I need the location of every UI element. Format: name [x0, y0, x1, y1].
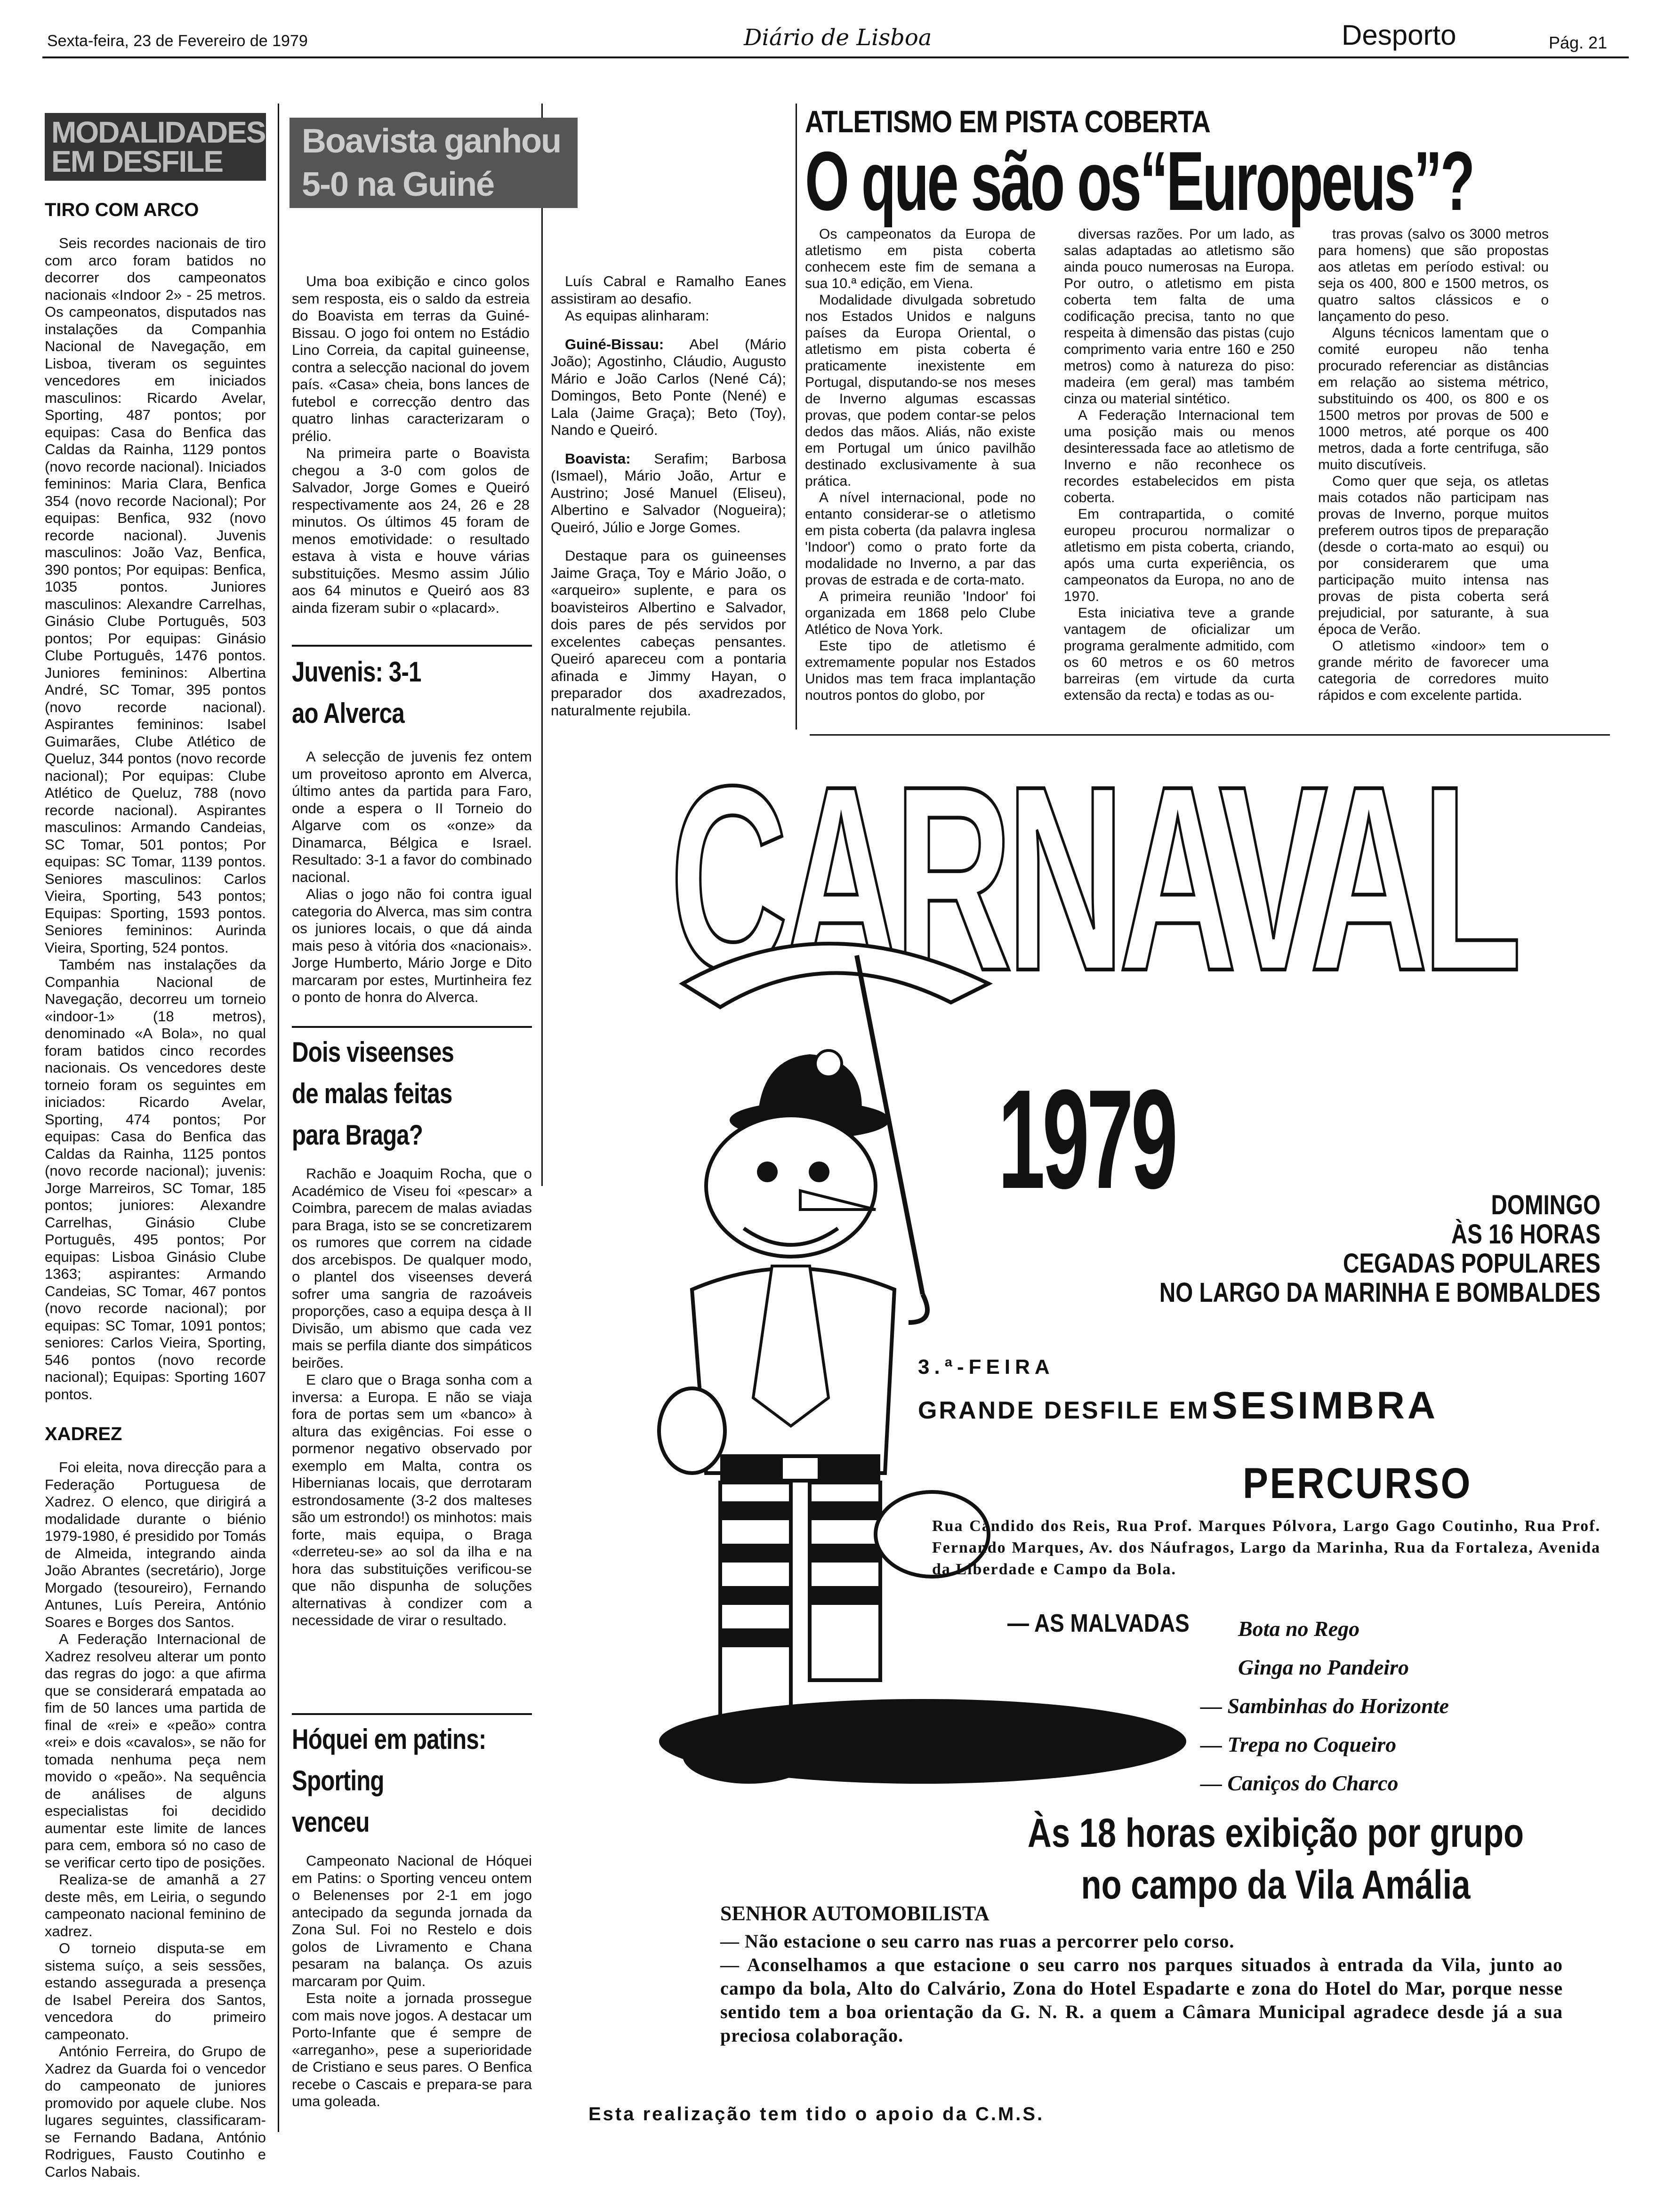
group-item: Ginga no Pandeiro — [1238, 1655, 1409, 1679]
team-label: Boavista: — [565, 450, 631, 467]
cegadas-line: CEGADAS POPULARES — [1343, 1248, 1601, 1279]
group-item: — Sambinhas do Horizonte — [1200, 1694, 1449, 1718]
paragraph: A nível internacional, pode no entanto considerar-se o atletismo em pista coberta (da palavra inglesa 'Indoor') como o prato forte da modalidade no Inverno, a par das provas de estrada e de corta-mato. — [805, 490, 1036, 588]
section-divider — [810, 734, 1610, 736]
belt-buckle — [781, 1457, 819, 1480]
clown-shoe-icon — [683, 1727, 814, 1784]
divider — [292, 645, 532, 647]
paragraph: A primeira reunião 'Indoor' foi organizada em 1868 pelo Clube Atlético de Nova York. — [805, 589, 1036, 637]
xadrez-heading: XADREZ — [45, 1424, 122, 1444]
viseenses-body — [292, 1165, 532, 1629]
group-item: Bota no Rego — [1238, 1617, 1360, 1641]
aviso-line: — Não estacione o seu carro nas ruas a percorrer pelo corso. — [720, 1931, 1235, 1952]
carnaval-lettering-art: CARNAVAL — [670, 739, 1516, 1026]
paragraph: A Federação Internacional tem uma posição mais ou menos desinteressada face ao atletismo de Inverno e não reconhece os recordes estabelecidos em pista coberta. — [1064, 408, 1295, 505]
newspaper-name: Diário de Lisboa — [744, 24, 932, 51]
rattle-icon — [659, 1388, 725, 1473]
page-header — [42, 14, 1629, 58]
paragraph: Este tipo de atletismo é extremamente popular nos Estados Unidos mas tem fraca implantação noutros pontos do globo, por — [805, 638, 1036, 703]
stripe — [810, 1544, 880, 1563]
horas-line: ÀS 16 HORAS — [1451, 1219, 1601, 1250]
paragraph: tras provas (salvo os 3000 metros para homens) que são propostas aos atletas em período estival: ou seja os 400, 800 e 1500 metros, os quatro saltos clássicos e o lançamento do peso. — [1318, 226, 1549, 324]
stripe — [810, 1586, 880, 1605]
carnaval-advert — [565, 739, 1615, 2132]
boavista-col-b — [551, 273, 786, 719]
paragraph: diversas razões. Por um lado, as salas adaptadas ao atletismo são ainda pouco numerosas na Europa. Por outro, o atletismo em pista coberta tem falta de uma codificação precisa, tanto no que respeita à dimensão das pistas (cujo comprimento varia entre 160 e 250 metros) como à natureza do piso: madeira (em geral) mas também cinza ou material sintético. — [1064, 226, 1295, 407]
juvenis-title: Juvenis: 3-1 — [292, 656, 421, 688]
exibicao-line: Às 18 horas exibição por grupo — [1027, 1811, 1524, 1856]
group-item: — Trepa no Coqueiro — [1200, 1732, 1397, 1756]
paragraph: Campeonato Nacional de Hóquei em Patins: o Sporting venceu ontem o Belenenses por 2-1 em jogo antecipado da segunda jornada da Zona Sul. Foi no Restelo e dois golos de Livramento e Chana pesaram na balança. Os azuis marcaram por Quim. — [292, 1852, 532, 1989]
aviso-block — [720, 1930, 1563, 2047]
paragraph: Na primeira parte o Boavista chegou a 3-0 com golos de Salvador, Jorge Gomes e Queiró respectivamente aos 24, 26 e 28 minutos. Os últimos 45 foram de menos emotividade: o resultado estava à vista e houve várias substituições. Mesmo assim Júlio aos 64 minutos e Queiró aos 83 ainda fizeram subir o «placard». — [292, 445, 530, 616]
page-number: Pág. 21 — [1549, 33, 1608, 52]
column-rule — [278, 104, 279, 2132]
stripe — [720, 1628, 791, 1647]
hoquei-title: Sporting — [292, 1765, 384, 1796]
paragraph: Os campeonatos da Europa de atletismo em pista coberta conhecem este fim de semana a sua 10.ª edição, em Viena. — [805, 226, 1036, 291]
exibicao-line: no campo da Vila Amália — [1081, 1862, 1471, 1907]
paragraph: Uma boa exibição e cinco golos sem resposta, eis o saldo da estreia do Boavista em terras da Guiné-Bissau. O jogo foi ontem no Estádio Lino Correia, da capital guineense, contra a selecção nacional do jovem país. «Casa» cheia, bons lances de futebol e correcção dentro das quatro linhas caracterizaram o prélio. — [292, 273, 530, 444]
modalidades-column — [45, 113, 266, 2180]
hoquei-title: venceu — [292, 1806, 370, 1838]
juvenis-body — [292, 748, 532, 1006]
largo-line: NO LARGO DA MARINHA E BOMBALDES — [1159, 1277, 1601, 1308]
sesimbra-text: SESIMBRA — [1212, 1384, 1439, 1427]
domingo-block — [1099, 1191, 1601, 1307]
viseenses-title: de malas feitas — [292, 1078, 452, 1109]
column-rule — [796, 104, 797, 729]
malvadas-label: — AS MALVADAS — [1007, 1609, 1190, 1637]
flower-icon — [815, 1050, 842, 1077]
paragraph: Em contrapartida, o comité europeu procurou normalizar o atletismo em pista coberta, criando, após uma curta experiência, os campeonatos da Europa, no ano de 1970. — [1064, 506, 1295, 604]
stripe — [810, 1501, 880, 1520]
atletismo-col-3 — [1318, 226, 1549, 704]
section-name: Desporto — [1342, 19, 1456, 51]
paragraph: E claro que o Braga sonha com a inversa: a Europa. E não se viaja fora de portas sem um «banco» à altura das exigências. Foi esse o pormenor negativo observado por exemplo em Malta, contra os Hibernianas locais, que derrotaram estrondosamente (3-2 dos malteses são um estrondo!) os minhotos: mais forte, mais equipa, o Braga «derreteu-se» ao sol da ilha e na hora das substituições verificou-se que não dispunha de soluções alternativas à condizer com a necessidade de virar o resultado. — [292, 1371, 532, 1628]
hoquei-body — [292, 1852, 532, 2110]
paragraph: Também nas instalações da Companhia Nacional de Navegação, decorreu um torneio «indoor-1» (18 metros), denominado «A Bola», no qual foram batidos cinco recordes nacionais. Os vencedores deste torneio foram os seguintes em iniciados: Ricardo Avelar, Sporting, 474 pontos; Por equipas: Casa do Benfica das Caldas da Rainha, 1125 pontos (novo recorde nacional); juvenis: Jorge Marreiros, SC Tomar, 185 pontos; juniores: Alexandre Carrelhas, Ginásio Clube Português, 495 pontos; Por equipas: Lisboa Ginásio Clube 1363; aspirantes: Armando Candeias, SC Tomar, 467 pontos (novo recorde nacional); por equipas: SC Tomar, 1091 pontos; seniores: Carlos Vieira, Sporting, 546 pontos (novo recorde nacional); Equipas: Sporting 1607 pontos. — [45, 956, 266, 1403]
eye-icon — [757, 1162, 778, 1182]
atletismo-kicker: ATLETISMO EM PISTA COBERTA — [805, 104, 1210, 139]
banner-line: 5-0 na Guiné — [302, 166, 494, 203]
paragraph: Luís Cabral e Ramalho Eanes assistiram ao desafio. — [551, 273, 786, 307]
domingo-line: DOMINGO — [1491, 1190, 1601, 1220]
lineup-text: Serafim; Barbosa (Ismael), Mário João, Artur e Austrino; José Manuel (Eliseu), Albertino e Salvador (Nogueira); Queiró, Júlio e Jorge Gomes. — [551, 450, 786, 536]
issue-date: Sexta-feira, 23 de Fevereiro de 1979 — [47, 32, 308, 50]
stripe — [720, 1501, 791, 1520]
juvenis-article — [292, 645, 532, 1006]
paragraph: Esta noite a jornada prossegue com mais nove jogos. A destacar um Porto-Infante que é sempre de «arreganho», pese a superioridade de Cristiano e seus pares. O Benfica recebe o Cascais e prepara-se para uma goleada. — [292, 1990, 532, 2109]
divider — [292, 1713, 532, 1715]
umbrella-handle — [909, 1294, 927, 1322]
group-item: — Caniços do Charco — [1200, 1771, 1399, 1795]
atletismo-col-1 — [805, 226, 1036, 704]
hoquei-title: Hóquei em patins: — [292, 1723, 486, 1755]
viseenses-article — [292, 1026, 532, 1629]
year-lettering: 1979 — [998, 1060, 1175, 1218]
atletismo-col-2 — [1064, 226, 1295, 704]
stripe — [720, 1586, 791, 1605]
boavista-article — [290, 118, 784, 208]
paragraph: Seis recordes nacionais de tiro com arco foram batidos no decorrer dos campeonatos nacionais «Indoor 2» - 25 metros. Os campeonatos, disputados nas instalações da Companhia Nacional de Navegação, em Lisboa, tiveram os seguintes vencedores em iniciados masculinos: Ricardo Avelar, Sporting, 487 pontos; por equipas: Casa do Benfica das Caldas da Rainha, 1129 pontos (novo recorde nacional). Iniciados femininos: Maria Clara, Benfica 354 (novo recorde Nacional); Por equipas: Benfica, 932 (novo recorde nacional). Juvenis masculinos: João Vaz, Benfica, 390 pontos; Por equipas: Benfica, 1035 pontos. Juniores masculinos: Alexandre Carrelhas, Ginásio Clube Português, 503 pontos; Por equipas: Ginásio Clube Português, 1476 pontos. Juniores femininos: Albertina André, SC Tomar, 395 pontos (novo recorde nacional). Aspirantes femininos: Isabel Guimarães, Clube Atlético de Queluz, 344 pontos (novo recorde nacional); Por equipas: Clube Atlético de Queluz, 788 (novo recorde nacional). Aspirantes masculinos: Armando Candeias, SC Tomar, 501 pontos; Por equipas: SC Tomar, 1139 pontos. Seniores masculinos: Carlos Vieira, Sporting, 543 pontos; Equipas: Sporting, 1593 pontos. Seniores femininos: Aurinda Vieira, Sporting, 524 pontos. — [45, 235, 266, 956]
striped-trousers — [720, 1483, 880, 1718]
paragraph: As equipas alinharam: — [565, 307, 709, 324]
viseenses-title: para Braga? — [292, 1119, 423, 1151]
paragraph: O atletismo «indoor» tem o grande mérito de favorecer uma categoria de corredores muito rápidos e com excelente partida. — [1318, 638, 1549, 703]
paragraph: Alguns técnicos lamentam que o comité europeu não tenha procurado referenciar as distâncias em relação ao sistema métrico, substituindo os 400, os 800 e os 1500 metros por provas de 500 e 1000 metros, até porque os 400 metros, dada a forte centrifuga, são muito discutíveis. — [1318, 325, 1549, 473]
divider — [292, 1026, 532, 1028]
eye-icon — [809, 1162, 829, 1182]
percurso-heading: PERCURSO — [1243, 1459, 1472, 1507]
juvenis-title: ao Alverca — [292, 697, 404, 729]
senhor-heading: SENHOR AUTOMOBILISTA — [720, 1902, 989, 1925]
lineup-guine — [551, 336, 786, 439]
percurso-streets: Rua Cândido dos Reis, Rua Prof. Marques Pólvora, Largo Gago Coutinho, Rua Prof. Fernando Marques, Av. dos Náufragos, Largo da Marinha, Rua da Fortaleza, Avenida da Liberdade e Campo da Bola. — [932, 1517, 1601, 1578]
team-label: Guiné-Bissau: — [565, 336, 664, 353]
lineup-boavista — [551, 450, 786, 537]
paragraph: Modalidade divulgada sobretudo nos Estados Unidos e nalguns países da Europa Oriental, o atletismo em pista coberta é praticamente inexistente em Portugal, disputando-se nos meses de Inverno algumas escassas provas, que podem contar-se pelos dedos das mãos. Aliás, não existe em Portugal um único pavilhão destinado exclusivamente à sua prática. — [805, 292, 1036, 489]
bowler-hat-icon — [758, 1054, 862, 1115]
paragraph: A Federação Internacional de Xadrez resolveu alterar um ponto das regras do jogo: a que afirma que se considerará empatada ao fim de 50 lances uma partida de final de «rei» e «peão» contra «rei» e dois «cavalos», se não for tomada nenhuma peça nem movido o «peão». Na sequência de análises de alguns especialistas foi decidido aumentar este limite de lances para cem, embora só no caso de se verificar certo tipo de posições. — [45, 1631, 266, 1871]
column-rule — [541, 104, 543, 1186]
paragraph: Rachão e Joaquim Rocha, que o Académico de Viseu foi «pescar» a Coimbra, parecem de malas aviadas para Braga, isto se se concretizarem os rumores que correm na cidade dos arcebispos. De qualquer modo, o plantel dos viseenses deverá sofrer uma sangria de razoáveis proporções, caso a equipa desça à II Divisão, um abismo que cada vez mais se perfila diante dos simpáticos beirões. — [292, 1165, 532, 1371]
tiro-article — [45, 235, 266, 1403]
desfile-text: GRANDE DESFILE EM — [918, 1397, 1210, 1424]
banner-line: Boavista ganhou — [302, 122, 561, 160]
aviso-line: — Aconselhamos a que estacione o seu carro nos parques situados à entrada da Vila, junto ao campo da bola, Alto do Calvário, Zona do Hotel Espadarte e zona do Hotel do Mar, porque nesse sentido tem a boa orientação da G. N. R. a quem a Câmara Municipal agradece desde já a sua preciosa colaboração. — [720, 1954, 1563, 2046]
xadrez-article — [45, 1459, 266, 2180]
boavista-col-a — [292, 273, 530, 617]
paragraph: Destaque para os guineenses Jaime Graça, Toy e Mário João, o «arqueiro» suplente, e para os boavisteiros Albertino e Salvador, dois pares de pés servidos por excelentes cabeças pensantes. Queiró apareceu com a pontaria afinada e Jimmy Hayan, o preparador dos axadrezados, naturalmente rejubila. — [551, 547, 786, 719]
hoquei-article — [292, 1713, 532, 2110]
paragraph: Realiza-se de amanhã a 27 deste mês, em Leiria, o segundo campeonato nacional feminino de xadrez. — [45, 1871, 266, 1940]
atletismo-article — [805, 104, 1615, 226]
boavista-banner — [290, 118, 578, 208]
lineup-text: Abel (Mário João); Agostinho, Cláudio, Augusto Mário e João Carlos (Nené Cá); Domingos, Beto Ponte (Nené) e Lala (Jaime Graça); Beto (Toy), Nando e Queiró. — [551, 336, 786, 438]
group-list — [1200, 1610, 1449, 1803]
paragraph: Esta iniciativa teve a grande vantagem de oficializar um programa geralmente admitido, com os 60 metros e os 60 metros barreiras (em virtude da curta extensão da recta) e todas as ou- — [1064, 605, 1295, 703]
viseenses-title: Dois viseenses — [292, 1036, 454, 1068]
apoio-line: Esta realização tem tido o apoio da C.M.S. — [588, 2104, 1045, 2124]
paragraph: Alias o jogo não foi contra igual categoria do Alverca, mas sim contra os juniores locais, o que dá ainda mais peso à vitória dos «nacionais». Jorge Humberto, Mário Jorge e Dito marcaram por estes, Murtinheira fez o ponto de honra do Alverca. — [292, 886, 532, 1005]
exibicao-block — [1009, 1807, 1542, 1911]
paragraph: A selecção de juvenis fez ontem um proveitoso apronto em Alverca, último antes da partida para Faro, onde a espera o II Torneio do Algarve com os «onze» da Dinamarca, Bélgica e Israel. Resultado: 3-1 a favor do combinado nacional. — [292, 748, 532, 885]
paragraph: Como quer que seja, os atletas mais cotados não participam nas provas de Inverno, porque muitos preferem outros tipos de preparação (desde o corta-mato ao esqui) ou por considerarem que uma participação muito intensa nas provas de pista coberta será prejudicial, por saturante, à sua época de Verão. — [1318, 473, 1549, 637]
paragraph: Foi eleita, nova direcção para a Federação Portuguesa de Xadrez. O elenco, que dirigirá a modalidade durante o biénio 1979-1980, é presidido por Tomás de Almeida, integrando ainda João Abrantes (secretário), Jorge Morgado (tesoureiro), Fernando Antunes, Luís Pereira, António Soares e Borges dos Santos. — [45, 1459, 266, 1630]
stripe — [720, 1544, 791, 1563]
paragraph: António Ferreira, do Grupo de Xadrez da Guarda foi o vencedor do campeonato de juniores promovido por aquele clube. Nos lugares seguintes, classificaram-se Fernando Badana, António Rodrigues, Fausto Coutinho e Carlos Nabais. — [45, 2043, 266, 2180]
clown-head — [706, 1115, 876, 1257]
terca-line: 3.ª-FEIRA — [918, 1355, 1054, 1378]
paragraph: O torneio disputa-se em sistema suíço, a seis sessões, estando assegurada a presença de Isabel Pereira dos Santos, vencedora do primeiro campeonato. — [45, 1940, 266, 2043]
desfile-line — [918, 1384, 1438, 1428]
atletismo-headline: O que são os“Europeus”? — [805, 134, 1473, 228]
tiro-heading: TIRO COM ARCO — [45, 200, 199, 220]
modalidades-banner: MODALIDADES EM DESFILE — [45, 113, 266, 181]
